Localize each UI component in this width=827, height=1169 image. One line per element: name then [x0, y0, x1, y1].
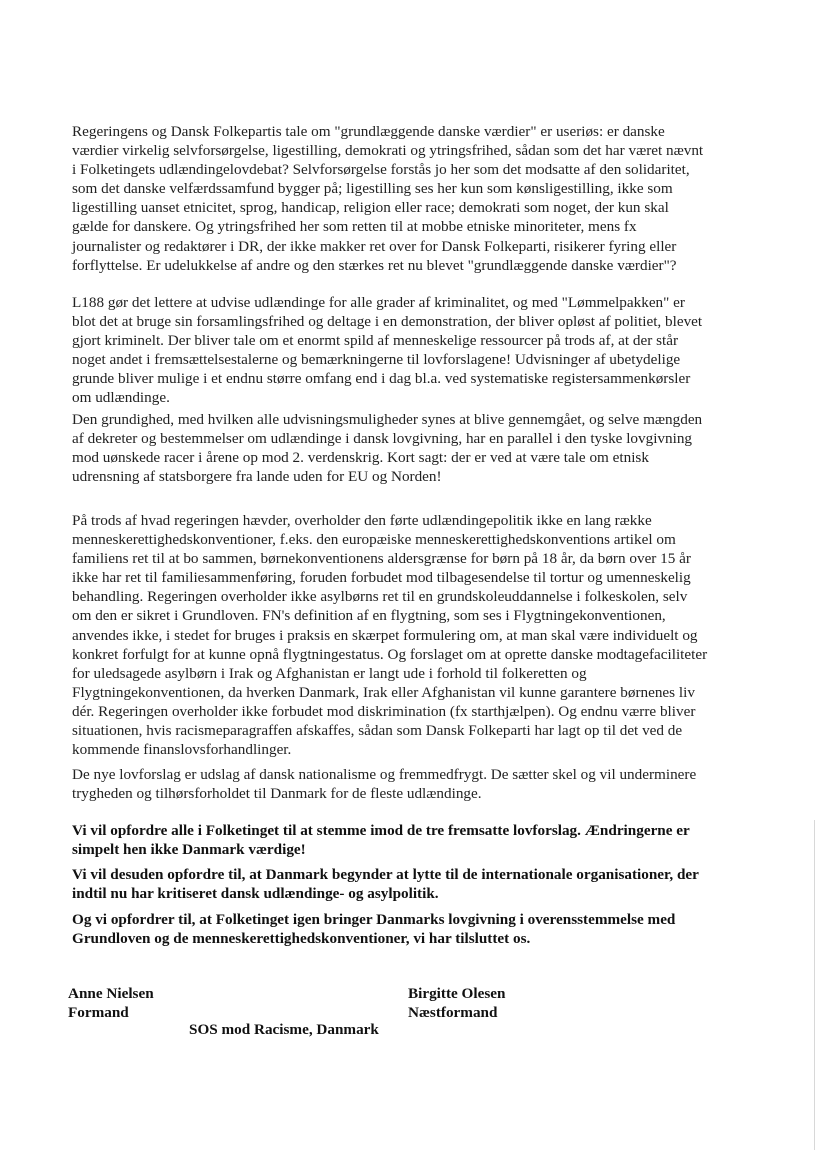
paragraph-line: om den er sikret i Grundloven. FN's definition af en flygtning, som ses i Flygtningekonventionen, — [72, 607, 666, 625]
paragraph-line: Og vi opfordrer til, at Folketinget igen bringer Danmarks lovgivning i overensstemmelse med — [72, 911, 676, 928]
paragraph-line: På trods af hvad regeringen hævder, overholder den førte udlændingepolitik ikke en lang række — [72, 512, 652, 529]
paragraph-nationalism — [72, 765, 764, 803]
paragraph-line: i Folketingets udlændingelovdebat? Selvforsørgelse forstås jo her som det modsatte af den solidaritet, — [72, 161, 690, 179]
paragraph-line: trygheden og tilhørsforholdet til Danmark for de fleste udlændinge. — [72, 785, 482, 803]
call-to-action-listen — [72, 865, 764, 903]
paragraph-line: dér. Regeringen overholder ikke forbudet mod diskrimination (fx starthjælpen). Og endnu værre bliver — [72, 702, 696, 720]
paragraph-line: kommende finanslovsforhandlinger. — [72, 741, 292, 759]
paragraph-line: værdier virkelig selvforsørgelse, ligestilling, demokrati og ytringsfrihed, sådan som det har været nævnt — [72, 142, 704, 160]
paragraph-line: familiens ret til at bo sammen, børnekonventionens aldersgrænse for børn på 18 år, da børn over 15 år — [72, 550, 691, 568]
signer-name: Anne Nielsen — [68, 985, 154, 1002]
paragraph-line: mod uønskede racer i årene op mod 2. verdenskrig. Kort sagt: der er ved at være tale om etnisk — [72, 449, 649, 467]
paragraph-line: indtil nu har kritiseret dansk udlændinge- og asylpolitik. — [72, 885, 439, 903]
paragraph-line: konkret forfulgt for at kunne opnå flygtningestatus. Og forslaget om at oprette danske modtagefaciliteter — [72, 645, 708, 663]
paragraph-conventions — [72, 511, 764, 759]
paragraph-line: ligestilling uanset etnicitet, sprog, handicap, religion eller race; demokrati som noget, der kun skal — [72, 199, 669, 217]
paragraph-thoroughness — [72, 410, 764, 486]
signer-title: Næstformand — [408, 1004, 498, 1021]
call-to-action-vote — [72, 821, 764, 859]
paragraph-line: grunde bliver mulige i et endnu større omfang end i dag bl.a. ved systematiske registersammenkørsler — [72, 370, 691, 388]
paragraph-line: gjort kriminelt. Der bliver tale om et enormt spild af menneskelige ressourcer på trods af, at der står — [72, 332, 679, 350]
paragraph-danish-values — [72, 122, 764, 275]
paragraph-line: af dekreter og bestemmelser om udlændinge i dansk lovgivning, har en parallel i den tyske lovgivning — [72, 430, 693, 448]
paragraph-line: Vi vil desuden opfordre til, at Danmark begynder at lytte til de internationale organisationer, der — [72, 866, 699, 883]
paragraph-line: Vi vil opfordre alle i Folketinget til at stemme imod de tre fremsatte lovforslag. Ændringerne er — [72, 822, 690, 839]
signature-left — [68, 984, 154, 1022]
paragraph-line: simpelt hen ikke Danmark værdige! — [72, 841, 306, 859]
paragraph-line: forflyttelse. Er udelukkelse af andre og den stærkes ret nu blevet "grundlæggende danske værdier"? — [72, 256, 677, 274]
organization-name — [189, 1020, 379, 1039]
paragraph-line: Regeringens og Dansk Folkepartis tale om "grundlæggende danske værdier" er useriøs: er danske — [72, 123, 665, 140]
scan-edge-mark — [814, 820, 815, 1150]
paragraph-line: journalister og redaktører i DR, der ikke makker ret over for Dansk Folkeparti, risikerer fyring eller — [72, 237, 677, 255]
call-to-action-constitution — [72, 910, 764, 948]
paragraph-line: behandling. Regeringen overholder ikke asylbørns ret til en grundskoleuddannelse i folkeskolen, selv — [72, 588, 688, 606]
organization-label: SOS mod Racisme, Danmark — [189, 1021, 379, 1038]
signer-name: Birgitte Olesen — [408, 985, 506, 1002]
paragraph-line: Flygtningekonventionen, da hverken Danmark, Irak eller Afghanistan vil kunne garantere børnenes liv — [72, 683, 695, 701]
paragraph-l188 — [72, 293, 764, 408]
signer-title: Formand — [68, 1004, 129, 1021]
paragraph-line: udrensning af statsborgere fra lande uden for EU og Norden! — [72, 468, 442, 486]
paragraph-line: Den grundighed, med hvilken alle udvisningsmuligheder synes at blive gennemgået, og selve mængden — [72, 411, 703, 428]
paragraph-line: Grundloven og de menneskerettighedskonventioner, vi har tilsluttet os. — [72, 930, 531, 948]
paragraph-line: ikke har ret til familiesammenføring, foruden forbudet mod tilbagesendelse til tortur og umenneskelig — [72, 569, 691, 587]
paragraph-line: De nye lovforslag er udslag af dansk nationalisme og fremmedfrygt. De sætter skel og vil underminere — [72, 766, 697, 783]
paragraph-line: for uledsagede asylbørn i Irak og Afghanistan er langt ude i forhold til folkeretten og — [72, 664, 587, 682]
paragraph-line: som det danske velfærdssamfund bygger på; ligestilling ses her kun som kønsligestilling, ikke som — [72, 180, 673, 198]
paragraph-line: om udlændinge. — [72, 389, 170, 407]
paragraph-line: blot det at bruge sin forsamlingsfrihed og deltage i en demonstration, der bliver opløst af politiet, blevet — [72, 313, 703, 331]
paragraph-line: noget andet i fremsættelsestalerne og bemærkningerne til lovforslagene! Udvisninger af ubetydelige — [72, 351, 681, 369]
paragraph-line: menneskerettighedskonventioner, f.eks. den europæiske menneskerettighedskonventions artikel om — [72, 531, 676, 549]
paragraph-line: situationen, hvis racismeparagraffen afskaffes, sådan som Dansk Folkeparti har lagt op til det ved de — [72, 722, 683, 740]
signature-right — [408, 984, 505, 1022]
paragraph-line: anvendes ikke, i stedet for bruges i praksis en skærpet formulering om, at man skal være individuelt og — [72, 626, 698, 644]
paragraph-line: gælde for danskere. Og ytringsfrihed her som retten til at mobbe etniske minoriteter, mens fx — [72, 218, 637, 236]
paragraph-line: L188 gør det lettere at udvise udlændinge for alle grader af kriminalitet, og med "Lømmelpakken" er — [72, 294, 685, 311]
